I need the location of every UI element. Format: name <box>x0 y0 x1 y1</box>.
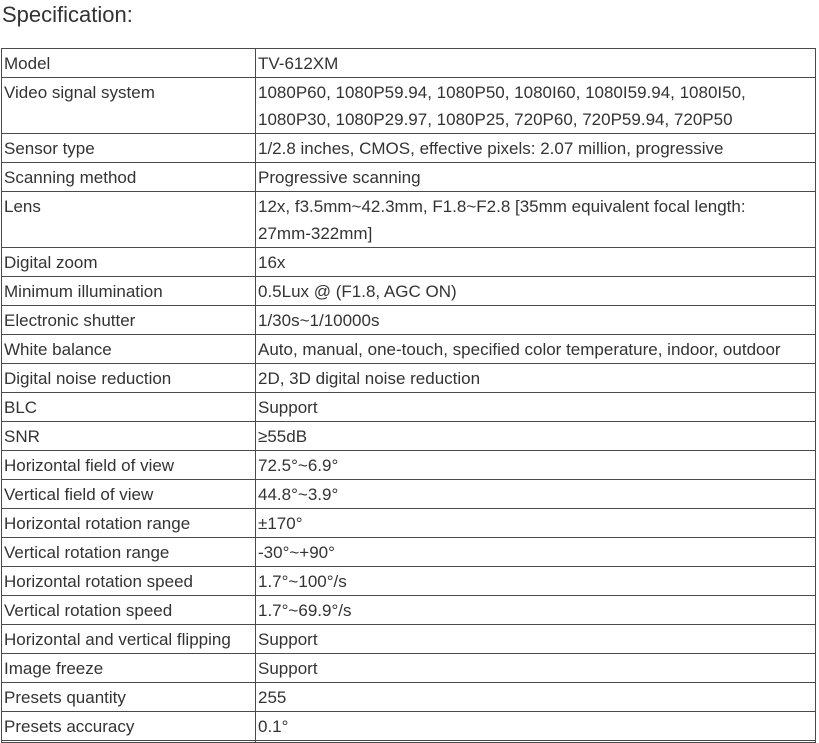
spec-label: BLC <box>2 393 256 422</box>
spec-row-model <box>2 49 816 78</box>
spec-value: 44.8°~3.9° <box>256 480 816 509</box>
spec-value: Support <box>256 393 816 422</box>
spec-row-minimum-illumination <box>2 277 816 306</box>
spec-value: -30°~+90° <box>256 538 816 567</box>
spec-label: Horizontal rotation speed <box>2 567 256 596</box>
spec-label: Horizontal field of view <box>2 451 256 480</box>
spec-value <box>256 78 816 134</box>
spec-label: Vertical rotation range <box>2 538 256 567</box>
spec-row-snr <box>2 422 816 451</box>
spec-label: Digital noise reduction <box>2 364 256 393</box>
spec-label: Horizontal and vertical flipping <box>2 625 256 654</box>
spec-row-image-freeze <box>2 654 816 683</box>
spec-row-horizontal-rotation-range <box>2 509 816 538</box>
spec-row-vertical-field-of-view <box>2 480 816 509</box>
spec-label <box>2 741 256 743</box>
spec-value: ±170° <box>256 509 816 538</box>
spec-label: Presets accuracy <box>2 712 256 741</box>
spec-value: Auto, manual, one-touch, specified color temperature, indoor, outdoor <box>256 335 816 364</box>
spec-value: 16x <box>256 248 816 277</box>
spec-row-lens <box>2 192 816 248</box>
spec-label: Vertical field of view <box>2 480 256 509</box>
spec-row-scanning-method <box>2 163 816 192</box>
spec-row-vertical-rotation-speed <box>2 596 816 625</box>
spec-label: Model <box>2 49 256 78</box>
spec-row-video-signal-system <box>2 78 816 134</box>
spec-row-horizontal-field-of-view <box>2 451 816 480</box>
spec-value: Support <box>256 654 816 683</box>
spec-value: 0.1° <box>256 712 816 741</box>
spec-value: Support <box>256 625 816 654</box>
page-heading: Specification: <box>2 2 133 27</box>
spec-label: White balance <box>2 335 256 364</box>
spec-value: 1.7°~69.9°/s <box>256 596 816 625</box>
spec-value: 1/30s~1/10000s <box>256 306 816 335</box>
spec-label: Vertical rotation speed <box>2 596 256 625</box>
spec-row-digital-zoom <box>2 248 816 277</box>
spec-value: Progressive scanning <box>256 163 816 192</box>
spec-label: Electronic shutter <box>2 306 256 335</box>
spec-value-line: 12x, f3.5mm~42.3mm, F1.8~F2.8 [35mm equivalent focal length: <box>258 197 746 216</box>
spec-label: Minimum illumination <box>2 277 256 306</box>
spec-label: Scanning method <box>2 163 256 192</box>
spec-value: 1.7°~100°/s <box>256 567 816 596</box>
spec-value: 72.5°~6.9° <box>256 451 816 480</box>
spec-row-blc <box>2 393 816 422</box>
spec-value <box>256 192 816 248</box>
spec-value: 255 <box>256 683 816 712</box>
spec-label: Image freeze <box>2 654 256 683</box>
spec-value: TV-612XM <box>256 49 816 78</box>
spec-row-presets-accuracy <box>2 712 816 741</box>
spec-label: Presets quantity <box>2 683 256 712</box>
spec-row-presets-quantity <box>2 683 816 712</box>
spec-value <box>256 741 816 743</box>
spec-row-horizontal-and-vertical-flipping <box>2 625 816 654</box>
spec-value-line: 1080P60, 1080P59.94, 1080P50, 1080I60, 1080I59.94, 1080I50, <box>258 83 746 102</box>
spec-row-digital-noise-reduction <box>2 364 816 393</box>
specification-table <box>1 48 816 743</box>
spec-value: 2D, 3D digital noise reduction <box>256 364 816 393</box>
spec-row-vertical-rotation-range <box>2 538 816 567</box>
spec-label: Horizontal rotation range <box>2 509 256 538</box>
spec-row-sensor-type <box>2 134 816 163</box>
spec-value-line: 1080P30, 1080P29.97, 1080P25, 720P60, 720P59.94, 720P50 <box>258 110 733 129</box>
spec-row-white-balance <box>2 335 816 364</box>
spec-row-partial <box>2 741 816 743</box>
spec-row-electronic-shutter <box>2 306 816 335</box>
spec-label: Video signal system <box>2 78 256 134</box>
spec-value: ≥55dB <box>256 422 816 451</box>
spec-label: Lens <box>2 192 256 248</box>
spec-value-line: 27mm-322mm] <box>258 224 373 243</box>
spec-row-horizontal-rotation-speed <box>2 567 816 596</box>
spec-value: 1/2.8 inches, CMOS, effective pixels: 2.07 million, progressive <box>256 134 816 163</box>
spec-label: Digital zoom <box>2 248 256 277</box>
spec-value: 0.5Lux @ (F1.8, AGC ON) <box>256 277 816 306</box>
spec-label: Sensor type <box>2 134 256 163</box>
spec-label: SNR <box>2 422 256 451</box>
